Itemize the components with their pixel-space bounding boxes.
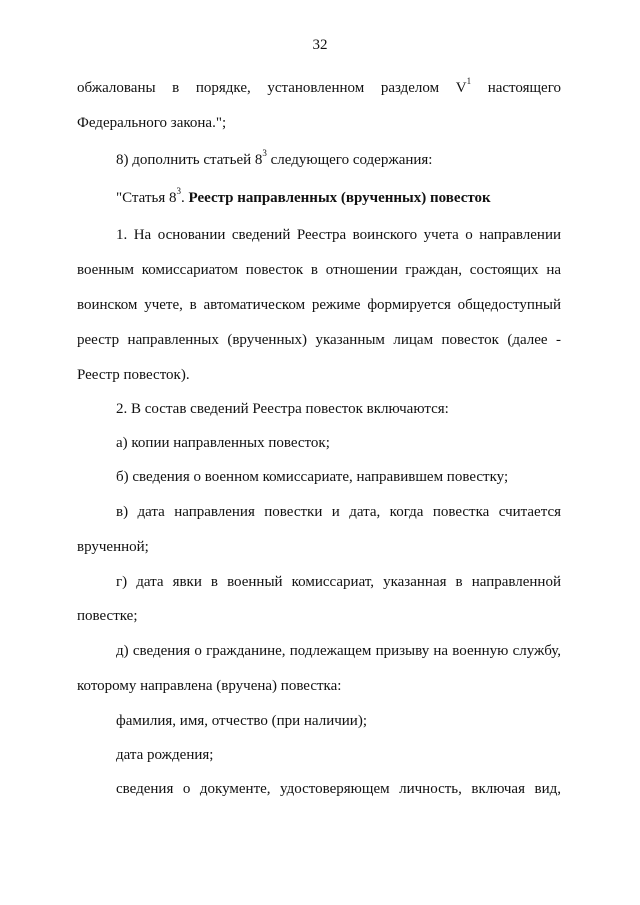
text-line: военным комиссариатом повесток в отношении граждан, состоящих на: [77, 262, 561, 278]
text-line: г) дата явки в военный комиссариат, указанная в направленной: [116, 574, 561, 590]
text-segment: следующего содержания:: [266, 152, 433, 168]
text-line: повестке;: [77, 608, 138, 624]
text-line: фамилия, имя, отчество (при наличии);: [116, 713, 367, 729]
text-line: Реестр повесток).: [77, 367, 190, 383]
text-line: [116, 148, 561, 169]
superscript: 3: [262, 148, 267, 158]
text-line: д) сведения о гражданине, подлежащем призыву на военную службу,: [116, 643, 561, 659]
text-line: Федерального закона.";: [77, 115, 227, 131]
text-line: воинском учете, в автоматическом режиме формируется общедоступный: [77, 297, 561, 313]
superscript: 3: [176, 186, 181, 196]
text-line: сведения о документе, удостоверяющем личность, включая вид,: [116, 781, 561, 797]
text-line: в) дата направления повестки и дата, когда повестка считается: [116, 504, 561, 520]
text-line: реестр направленных (врученных) указанным лицам повесток (далее -: [77, 332, 561, 348]
text-segment: настоящего: [471, 80, 561, 96]
text-line: [77, 76, 561, 97]
text-segment: обжалованы в порядке, установленном разделом V: [77, 80, 467, 96]
text-line: которому направлена (вручена) повестка:: [77, 678, 342, 694]
text-line: 1. На основании сведений Реестра воинского учета о направлении: [116, 227, 561, 243]
text-line: 2. В состав сведений Реестра повесток включаются:: [116, 401, 449, 417]
text-line: дата рождения;: [116, 747, 214, 763]
text-line: б) сведения о военном комиссариате, направившем повестку;: [116, 469, 509, 485]
page-number: 32: [312, 37, 328, 53]
text-segment: "Статья 8: [116, 190, 177, 206]
text-line: а) копии направленных повесток;: [116, 435, 330, 451]
superscript: 1: [466, 76, 472, 86]
article-heading: [116, 186, 561, 207]
text-segment: .: [180, 190, 189, 206]
text-segment: 8) дополнить статьей 8: [116, 152, 263, 168]
text-line: врученной;: [77, 539, 149, 555]
article-title: Реестр направленных (врученных) повесток: [188, 190, 491, 206]
